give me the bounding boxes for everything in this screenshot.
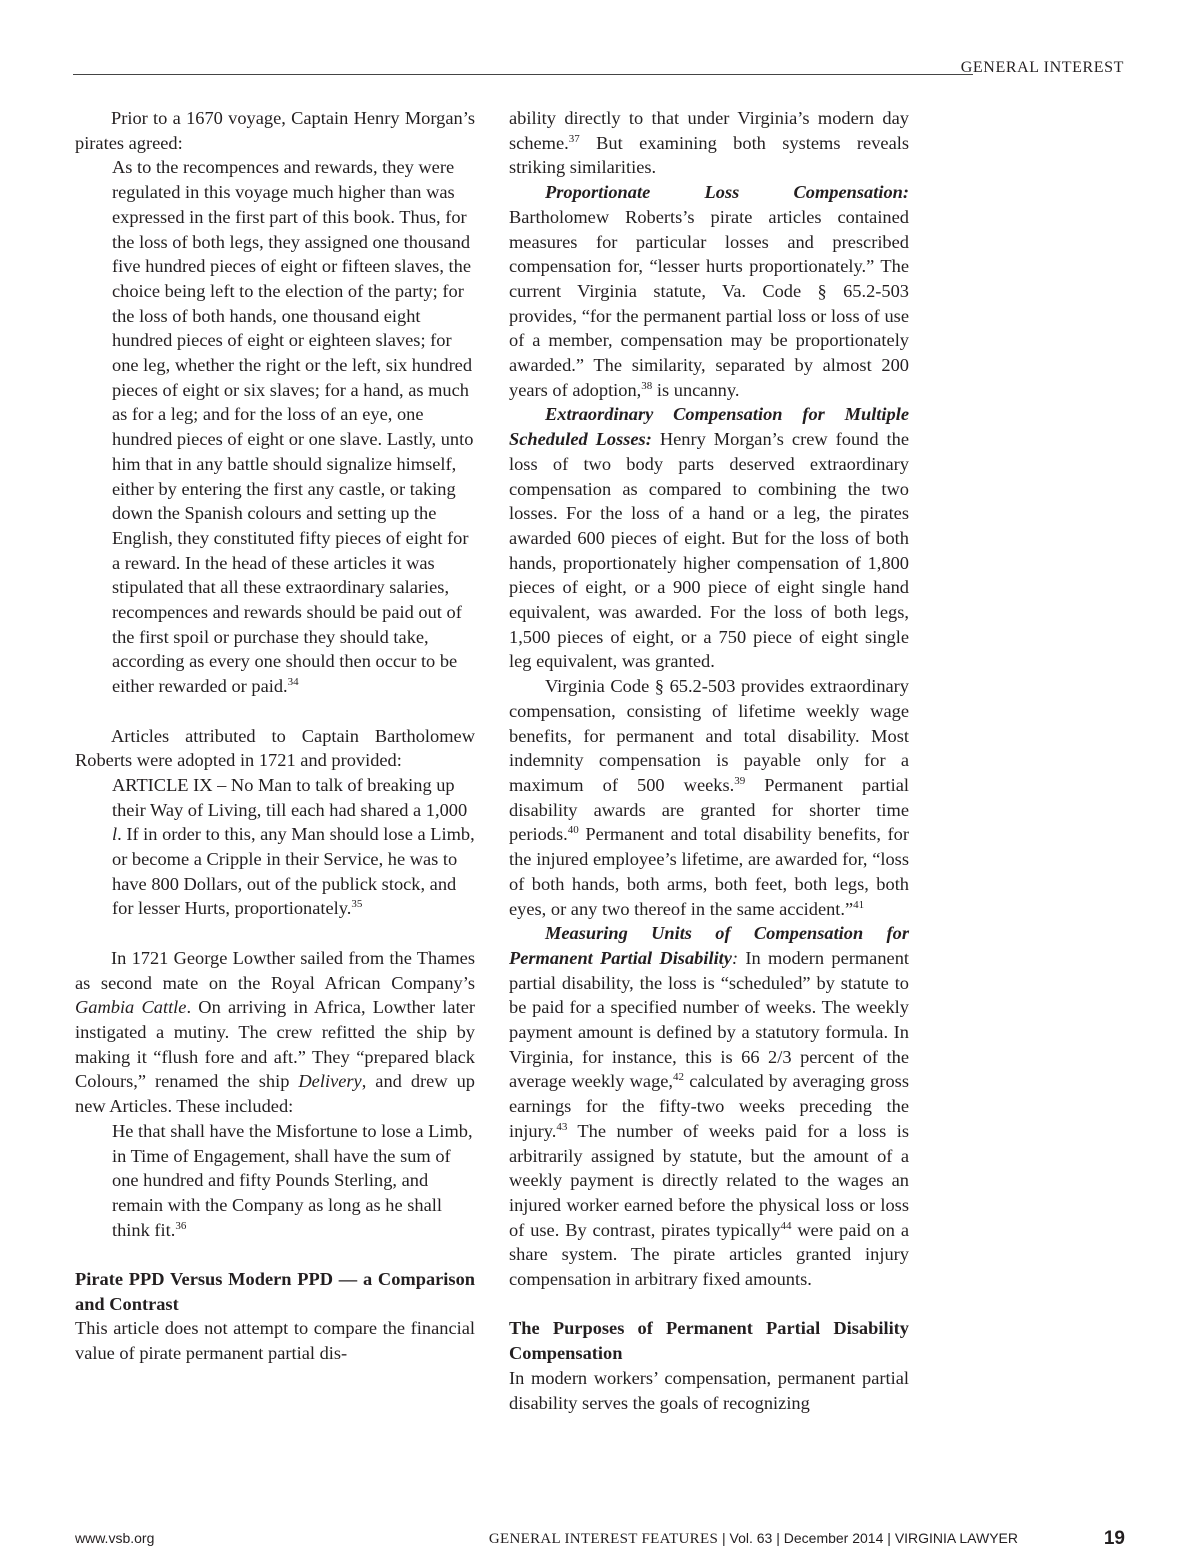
text-run: Permanent and total disability benefits, for the injured employee’s lifetime, are awarded for, “loss of both hands, both arms, both feet, both legs, both eyes, or any two thereof in the same accident.” xyxy=(509,824,909,919)
footnote-ref: 36 xyxy=(175,1219,187,1232)
text-run: is uncanny. xyxy=(652,379,740,400)
section-heading: Pirate PPD Versus Modern PPD — a Comparison and Contrast xyxy=(75,1269,475,1314)
quote-body: . If in order to this, any Man should lose a Limb, or become a Cripple in their Service, he was to have 800 Dollars, out of the publick stock, and for lesser Hurts, proportionately. xyxy=(112,824,475,919)
text-run: ability directly to that under Virginia’s modern day scheme. xyxy=(509,108,909,153)
paragraph xyxy=(509,402,909,674)
text-run: Virginia Code § 65.2-503 provides extraordinary compensation, consisting of lifetime weekly wage benefits, for permanent and total disability. Most indemnity compensation is payable only for a maximum of 500 weeks. xyxy=(509,676,909,795)
text-run: calculated by averaging gross earnings for the fifty-two weeks preceding the injury. xyxy=(509,1071,909,1141)
text-run: were paid on a share system. The pirate articles granted injury compensation in arbitrary fixed amounts. xyxy=(509,1219,909,1290)
footnote-ref: 34 xyxy=(287,676,299,689)
page-footer xyxy=(0,1528,1200,1558)
block-quote xyxy=(75,155,475,698)
paragraph xyxy=(509,674,909,921)
ship-name: Delivery xyxy=(298,1071,362,1092)
paragraph: This article does not attempt to compare the financial value of pirate permanent partial dis- xyxy=(75,1318,475,1364)
quote-body: He that shall have the Misfortune to lose a Limb, in Time of Engagement, shall have the sum of one hundred and fifty Pounds Sterling, and remain with the Company as long as he shall think fit. xyxy=(112,1120,473,1240)
header-rule xyxy=(73,74,973,75)
footnote-ref: 38 xyxy=(641,379,653,392)
footer-title: GENERAL INTEREST FEATURES xyxy=(488,1531,719,1547)
text-run: In 1721 George Lowther sailed from the Thames as second mate on the Royal African Company’s xyxy=(75,947,475,993)
block-quote xyxy=(75,1119,475,1243)
text-run: Henry Morgan’s crew found the loss of two body parts deserved extraordinary compensation as compared to combining the two losses. For the loss of a hand or a leg, the pirates awarded 600 pieces of eight. But for the loss of both hands, proportionately higher compensation of 1,800 pieces of eight, or a 900 piece of eight single hand equivalent, was awarded. For the loss of both legs, 1,500 pieces of eight, or a 750 piece of eight single leg equivalent, was granted. xyxy=(509,429,909,672)
footnote-ref: 39 xyxy=(734,774,746,787)
footer-date: December 2014 xyxy=(783,1530,884,1546)
paragraph xyxy=(75,946,475,1119)
paragraph: Articles attributed to Captain Bartholomew Roberts were adopted in 1721 and provided: xyxy=(75,725,475,771)
paragraph xyxy=(509,921,909,1292)
section-label: GENERAL INTEREST xyxy=(960,59,1124,76)
text-run: Permanent partial disability awards are granted for shorter time periods. xyxy=(509,774,909,845)
footnote-ref: 42 xyxy=(673,1071,685,1084)
right-column xyxy=(509,106,909,1415)
section-heading: The Purposes of Permanent Partial Disability Compensation xyxy=(509,1318,909,1364)
text-run: , and drew up new Articles. These included: xyxy=(75,1071,475,1117)
text-run: . On arriving in Africa, Lowther later instigated a mutiny. The crew refitted the ship by making it “flush fore and aft.” They “prepared black Colours,” renamed the ship xyxy=(75,997,475,1092)
block-quote xyxy=(75,773,475,921)
paragraph xyxy=(509,106,909,180)
paragraph: In modern workers’ compensation, permanent partial disability serves the goals of recognizing xyxy=(509,1367,909,1413)
quote-text xyxy=(112,1119,475,1243)
footer-publication-line: GENERAL INTEREST FEATURES | Vol. 63 | December 2014 | VIRGINIA LAWYER xyxy=(488,1530,1018,1547)
text-run: In modern permanent partial disability, the loss is “scheduled” by statute to be paid for a specified number of weeks. The weekly payment amount is defined by a statutory formula. In Virginia, for instance, this is 66 2/3 percent of the average weekly wage, xyxy=(509,947,909,1092)
run-in-heading: Extraordinary Compensation for Multiple Scheduled Losses: xyxy=(509,404,909,450)
quote-text xyxy=(112,155,475,698)
quote-body: As to the recompences and rewards, they were regulated in this voyage much higher than was expressed in the first part of this book. Thus, for the loss of both legs, they assigned one thousand five hundred pieces of eight or fifteen slaves, the choice being left to the election of the party; for the loss of both hands, one thousand eight hundred pieces of eight or eighteen slaves; for one leg, whether the right or the left, six hundred pieces of eight or six slaves; for a hand, as much as for a leg; and for the loss of an eye, one hundred pieces of eight or one slave. Lastly, unto him that in any battle should signalize himself, either by entering the first any castle, or taking down the Spanish colours and setting up the English, they constituted fifty pieces of eight for a reward. In the head of these articles it was stipulated that all these extraordinary salaries, recompences and rewards should be paid out of the first spoil or purchase they should take, according as every one should then occur to be either rewarded or paid. xyxy=(112,157,474,697)
footer-volume: Vol. 63 xyxy=(729,1530,773,1546)
run-in-heading: Measuring Units of Compensation for Permanent Partial Disability xyxy=(509,923,909,968)
paragraph xyxy=(509,180,909,402)
footnote-ref: 44 xyxy=(780,1219,792,1232)
website-link[interactable]: www.vsb.org xyxy=(75,1530,155,1546)
footnote-ref: 37 xyxy=(568,132,580,145)
text-run: : xyxy=(731,947,739,968)
footnote-ref: 41 xyxy=(853,898,865,911)
quote-text xyxy=(112,773,475,921)
paragraph: Prior to a 1670 voyage, Captain Henry Morgan’s pirates agreed: xyxy=(75,108,475,153)
footnote-ref: 43 xyxy=(556,1120,568,1133)
footer-magazine: VIRGINIA LAWYER xyxy=(894,1530,1018,1546)
pound-symbol: l xyxy=(112,824,118,845)
run-in-heading: Proportionate Loss Compensation: xyxy=(545,182,909,203)
footnote-ref: 40 xyxy=(567,824,579,837)
text-run: Bartholomew Roberts’s pirate articles contained measures for particular losses and prescribed compensation for, “lesser hurts proportionately.” The current Virginia statute, Va. Code § 65.2-503 provides, “for the permanent partial loss or loss of use of a member, compensation may be proportionately awarded.” The similarity, separated by almost 200 years of adoption, xyxy=(509,206,909,400)
footnote-ref: 35 xyxy=(351,898,363,911)
page-number: 19 xyxy=(1103,1528,1125,1549)
text-run: But examining both systems reveals striking similarities. xyxy=(509,132,909,178)
ship-name: Gambia Cattle xyxy=(75,997,187,1018)
text-run: The number of weeks paid for a loss is arbitrarily assigned by statute, but the amount of a weekly payment is directly related to the wages an injured worker earned before the physical loss or loss of use. By contrast, pirates typically xyxy=(509,1120,909,1240)
left-column xyxy=(75,106,475,1366)
quote-body: ARTICLE IX – No Man to talk of breaking up their Way of Living, till each had shared a 1,000 xyxy=(112,774,468,820)
